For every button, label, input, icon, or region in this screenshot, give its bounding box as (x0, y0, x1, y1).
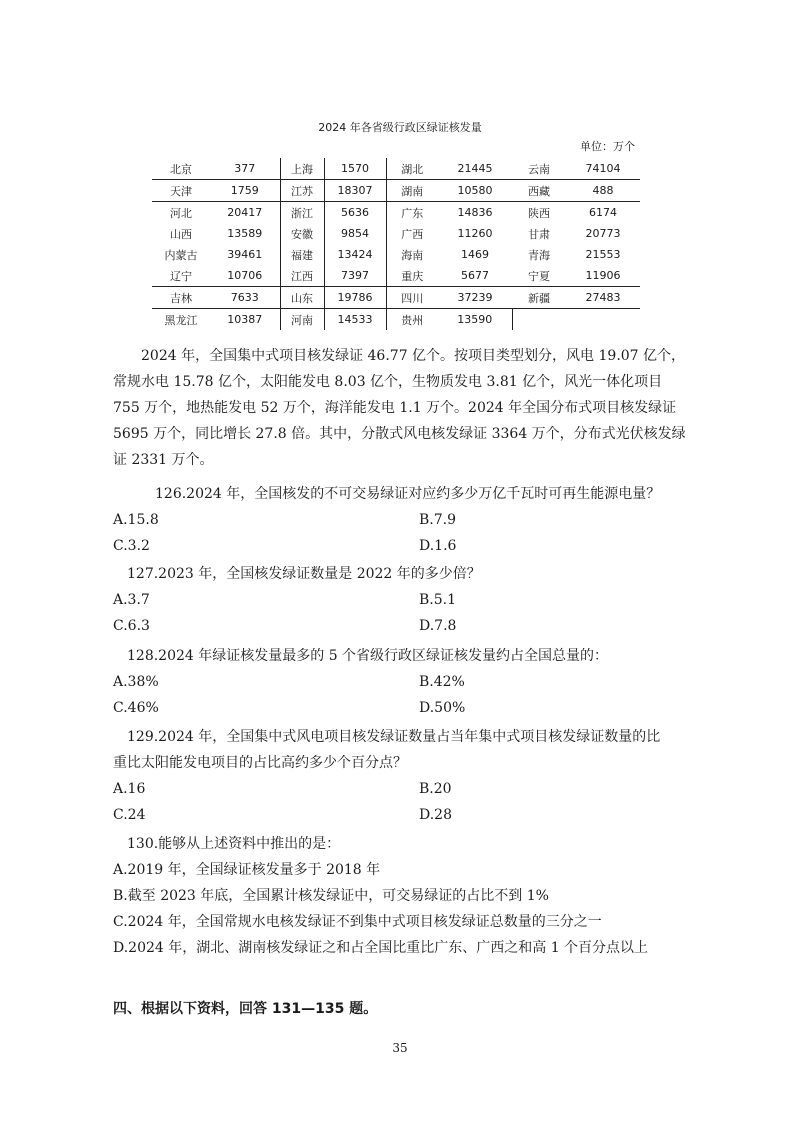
value-cell: 10706 (210, 265, 280, 287)
value-cell: 1759 (210, 180, 280, 202)
value-cell: 74104 (566, 158, 640, 180)
province-cell: 福建 (280, 244, 324, 265)
table-row (152, 309, 640, 331)
option-b[interactable]: B.截至 2023 年底，全国累计核发绿证中，可交易绿证的占比不到 1% (113, 888, 549, 904)
value-cell: 19786 (324, 287, 386, 309)
province-cell: 辽宁 (152, 265, 210, 287)
value-cell: 18307 (324, 180, 386, 202)
value-cell: 27483 (566, 287, 640, 309)
value-cell: 7397 (324, 265, 386, 287)
value-cell: 9854 (324, 223, 386, 244)
question-130 (113, 831, 713, 961)
province-cell: 湖南 (386, 180, 438, 202)
value-cell: 1469 (461, 248, 489, 261)
passage-line: 证 2331 万个。 (113, 452, 214, 468)
province-cell: 广西 (386, 223, 438, 244)
option-b[interactable]: B.42% (419, 674, 465, 690)
passage-line: 5695 万个，同比增长 27.8 倍。其中，分散式风电核发绿证 3364 万个，分布式光伏核发绿 (113, 426, 686, 442)
question-stem: 129.2024 年，全国集中式风电项目核发绿证数量占当年集中式项目核发绿证数量的比 (127, 729, 661, 745)
option-b[interactable]: B.5.1 (419, 592, 457, 608)
province-cell: 新疆 (512, 287, 566, 309)
province-cell: 陕西 (528, 206, 550, 220)
table-row (152, 180, 640, 202)
table-row (152, 287, 640, 309)
table-row (152, 223, 640, 244)
value-cell: 7633 (210, 287, 280, 309)
province-cell: 青海 (528, 248, 550, 262)
option-a[interactable]: A.38% (113, 674, 159, 690)
value-cell: 20417 (227, 206, 263, 219)
option-a[interactable]: A.15.8 (113, 512, 159, 528)
option-b[interactable]: B.20 (419, 781, 452, 797)
value-cell: 14836 (457, 206, 493, 219)
value-cell: 13589 (227, 227, 263, 240)
province-cell: 北京 (152, 158, 210, 180)
option-b[interactable]: B.7.9 (419, 512, 457, 528)
option-d[interactable]: D.50% (419, 700, 466, 716)
province-cell: 贵州 (386, 309, 438, 331)
value-cell: 39461 (227, 248, 263, 261)
value-cell (566, 309, 640, 331)
value-cell: 37239 (438, 287, 512, 309)
province-cell: 安徽 (280, 223, 324, 244)
table-title: 2024 年各省级行政区绿证核发量 (318, 121, 482, 134)
option-d[interactable]: D.28 (419, 807, 452, 823)
passage-line: 755 万个，地热能发电 52 万个，海洋能发电 1.1 万个。2024 年全国分布式项目核发绿证 (113, 400, 677, 416)
option-d[interactable]: D.7.8 (419, 618, 457, 634)
table-row (152, 244, 640, 265)
province-cell (512, 309, 566, 331)
value-cell: 11906 (566, 265, 640, 287)
question-stem: 128.2024 年绿证核发量最多的 5 个省级行政区绿证核发量约占全国总量的： (127, 648, 609, 664)
question-stem: 127.2023 年，全国核发绿证数量是 2022 年的多少倍？ (127, 566, 481, 582)
value-cell: 21553 (585, 248, 621, 261)
question-127 (113, 561, 713, 639)
option-c[interactable]: C.24 (113, 807, 146, 823)
province-cell: 湖北 (386, 158, 438, 180)
province-cell: 天津 (152, 180, 210, 202)
passage-line: 常规水电 15.78 亿个，太阳能发电 8.03 亿个，生物质发电 3.81 亿个，风光一体化项目 (113, 374, 663, 390)
option-c[interactable]: C.46% (113, 700, 159, 716)
province-cell: 江西 (280, 265, 324, 287)
value-cell: 10580 (438, 180, 512, 202)
section-heading: 四、根据以下资料，回答 131—135 题。 (113, 1001, 378, 1017)
value-cell: 20773 (585, 227, 621, 240)
province-cell: 广东 (386, 202, 438, 224)
province-cell: 海南 (386, 244, 438, 265)
table-row (152, 202, 640, 224)
question-128 (113, 643, 713, 721)
value-cell: 13424 (324, 244, 386, 265)
province-cell: 宁夏 (512, 265, 566, 287)
province-cell: 河北 (170, 206, 192, 220)
question-stem: 126.2024 年，全国核发的不可交易绿证对应约多少万亿千瓦时可再生能源电量？ (155, 486, 661, 502)
option-a[interactable]: A.3.7 (113, 592, 150, 608)
value-cell: 14533 (324, 309, 386, 331)
value-cell: 5677 (438, 265, 512, 287)
value-cell: 13590 (457, 313, 493, 326)
page-number: 35 (392, 1041, 408, 1055)
province-cell: 内蒙古 (164, 248, 198, 262)
option-d[interactable]: D.2024 年，湖北、湖南核发绿证之和占全国比重比广东、广西之和高 1 个百分点以上 (113, 940, 649, 956)
question-129 (113, 724, 713, 828)
table-row (152, 265, 640, 287)
option-c[interactable]: C.2024 年，全国常规水电核发绿证不到集中式项目核发绿证总数量的三分之一 (113, 914, 602, 930)
value-cell: 488 (566, 180, 640, 202)
province-cell: 浙江 (280, 202, 324, 224)
passage-line: 2024 年，全国集中式项目核发绿证 46.77 亿个。按项目类型划分，风电 19.07 亿个， (141, 348, 686, 364)
option-c[interactable]: C.3.2 (113, 538, 150, 554)
table-row (152, 158, 640, 180)
value-cell: 6174 (589, 206, 617, 219)
passage (113, 343, 713, 473)
province-cell: 山东 (280, 287, 324, 309)
option-a[interactable]: A.2019 年，全国绿证核发量多于 2018 年 (113, 862, 381, 878)
province-cell: 重庆 (386, 265, 438, 287)
value-cell: 5636 (324, 202, 386, 224)
question-stem: 130.能够从上述资料中推出的是： (127, 836, 341, 852)
province-cell: 吉林 (152, 287, 210, 309)
value-cell: 21445 (438, 158, 512, 180)
question-stem: 重比太阳能发电项目的占比高约多少个百分点？ (113, 755, 407, 771)
province-cell: 黑龙江 (164, 313, 198, 327)
option-a[interactable]: A.16 (113, 781, 146, 797)
option-d[interactable]: D.1.6 (419, 538, 457, 554)
province-cell: 河南 (280, 309, 324, 331)
province-cell: 江苏 (280, 180, 324, 202)
province-cell: 甘肃 (528, 227, 550, 241)
value-cell: 11260 (457, 227, 493, 240)
table-unit: 单位：万个 (580, 140, 635, 153)
value-cell: 1570 (324, 158, 386, 180)
green-certificate-table (152, 158, 640, 330)
question-126 (113, 481, 713, 559)
value-cell: 377 (210, 158, 280, 180)
province-cell: 四川 (386, 287, 438, 309)
province-cell: 上海 (280, 158, 324, 180)
option-c[interactable]: C.6.3 (113, 618, 150, 634)
value-cell: 10387 (227, 313, 263, 326)
province-cell: 西藏 (512, 180, 566, 202)
province-cell: 云南 (512, 158, 566, 180)
province-cell: 山西 (170, 227, 192, 241)
